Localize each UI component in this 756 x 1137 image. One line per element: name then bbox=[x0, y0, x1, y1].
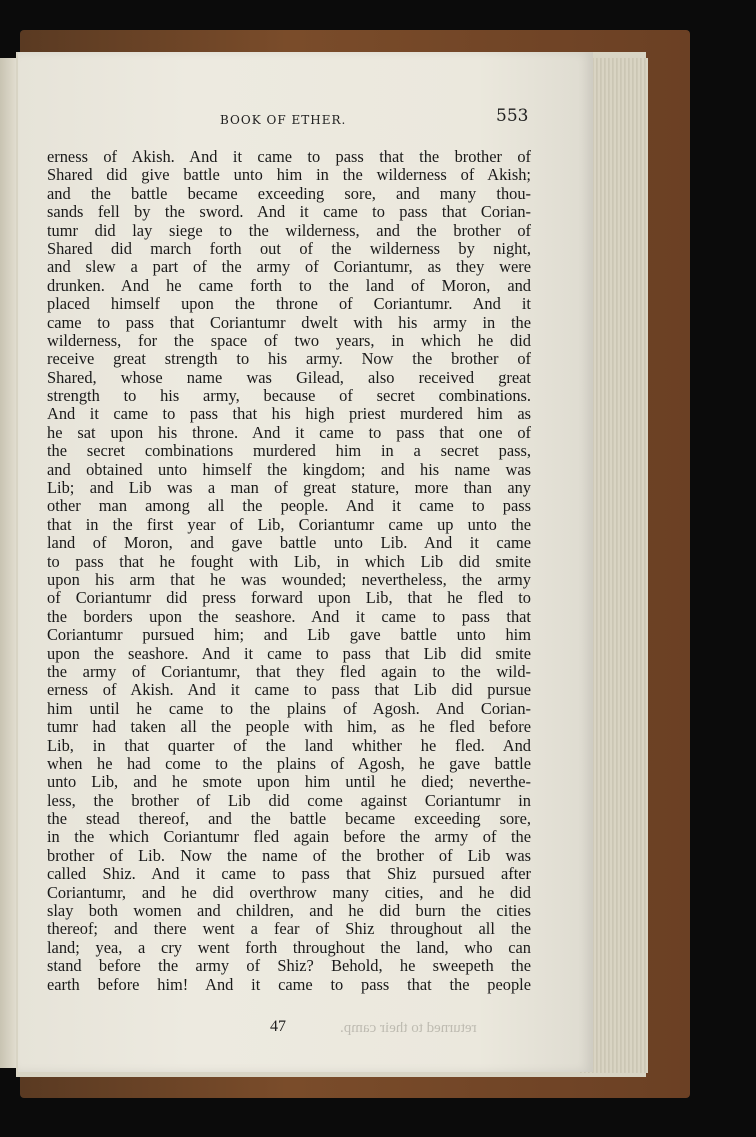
text-line: other man among all the people. And it came to pass bbox=[47, 497, 531, 516]
text-line: thereof; and there went a fear of Shiz throughout all the bbox=[47, 920, 531, 939]
text-line: drunken. And he came forth to the land of Moron, and bbox=[47, 276, 531, 295]
text-line: stand before the army of Shiz? Behold, he sweepeth the bbox=[47, 957, 531, 976]
signature-mark: 47 bbox=[270, 1018, 286, 1035]
text-line: strength to his army, because of secret combinations. bbox=[47, 387, 531, 406]
text-line: Lib, in that quarter of the land whither he fled. And bbox=[47, 736, 531, 755]
page-number: 553 bbox=[496, 106, 529, 126]
text-line: land of Moron, and gave battle unto Lib. And it came bbox=[47, 534, 531, 553]
text-line: that in the first year of Lib, Coriantumr came up unto the bbox=[47, 515, 531, 534]
text-line: upon the seashore. And it came to pass that Lib did smite bbox=[47, 644, 531, 663]
text-line: him until he came to the plains of Agosh. And Corian- bbox=[47, 699, 531, 718]
text-line: the borders upon the seashore. And it came to pass that bbox=[47, 607, 531, 626]
text-line: the army of Coriantumr, that they fled again to the wild- bbox=[47, 662, 531, 681]
text-line: Shared did give battle unto him in the wilderness of Akish; bbox=[47, 166, 531, 185]
text-line: he sat upon his throne. And it came to pass that one of bbox=[47, 423, 531, 442]
text-line: and obtained unto himself the kingdom; and his name was bbox=[47, 460, 531, 479]
body-text bbox=[47, 148, 531, 994]
text-line: and slew a part of the army of Coriantumr, as they were bbox=[47, 258, 531, 277]
text-line: upon his arm that he was wounded; nevertheless, the army bbox=[47, 570, 531, 589]
text-line: and the battle became exceeding sore, and many thou- bbox=[47, 184, 531, 203]
text-line: came to pass that Coriantumr dwelt with his army in the bbox=[47, 313, 531, 332]
text-line: Coriantumr, and he did overthrow many cities, and he did bbox=[47, 883, 531, 902]
text-line: in the which Coriantumr fled again before the army of the bbox=[47, 828, 531, 847]
text-line: of Coriantumr did press forward upon Lib, that he fled to bbox=[47, 589, 531, 608]
text-line: sands fell by the sword. And it came to pass that Corian- bbox=[47, 203, 531, 222]
text-line: tumr did lay siege to the wilderness, and the brother of bbox=[47, 221, 531, 240]
text-line: Shared did march forth out of the wilderness by night, bbox=[47, 239, 531, 258]
text-line: slay both women and children, and he did burn the cities bbox=[47, 902, 531, 921]
text-line: Shared, whose name was Gilead, also received great bbox=[47, 368, 531, 387]
bleed-through-text: returned to their camp. bbox=[340, 1020, 477, 1036]
text-line: the secret combinations murdered him in a secret pass, bbox=[47, 442, 531, 461]
text-line: Lib; and Lib was a man of great stature, more than any bbox=[47, 479, 531, 498]
text-line: unto Lib, and he smote upon him until he died; neverthe- bbox=[47, 773, 531, 792]
text-line: earth before him! And it came to pass that the people bbox=[47, 975, 531, 994]
text-line: Coriantumr pursued him; and Lib gave battle unto him bbox=[47, 626, 531, 645]
text-line: erness of Akish. And it came to pass that the brother of bbox=[47, 148, 531, 166]
text-line: erness of Akish. And it came to pass that Lib did pursue bbox=[47, 681, 531, 700]
running-title: BOOK OF ETHER. bbox=[220, 113, 347, 127]
text-line: called Shiz. And it came to pass that Shiz pursued after bbox=[47, 865, 531, 884]
text-line: brother of Lib. Now the name of the brother of Lib was bbox=[47, 846, 531, 865]
text-line: And it came to pass that his high priest murdered him as bbox=[47, 405, 531, 424]
text-line: placed himself upon the throne of Coriantumr. And it bbox=[47, 295, 531, 314]
text-line: wilderness, for the space of two years, in which he did bbox=[47, 331, 531, 350]
text-line: receive great strength to his army. Now the brother of bbox=[47, 350, 531, 369]
text-line: land; yea, a cry went forth throughout the land, who can bbox=[47, 938, 531, 957]
text-line: less, the brother of Lib did come against Coriantumr in bbox=[47, 791, 531, 810]
text-line: when he had come to the plains of Agosh, he gave battle bbox=[47, 754, 531, 773]
text-line: tumr had taken all the people with him, as he fled before bbox=[47, 718, 531, 737]
text-line: the stead thereof, and the battle became exceeding sore, bbox=[47, 810, 531, 829]
text-line: to pass that he fought with Lib, in which Lib did smite bbox=[47, 552, 531, 571]
